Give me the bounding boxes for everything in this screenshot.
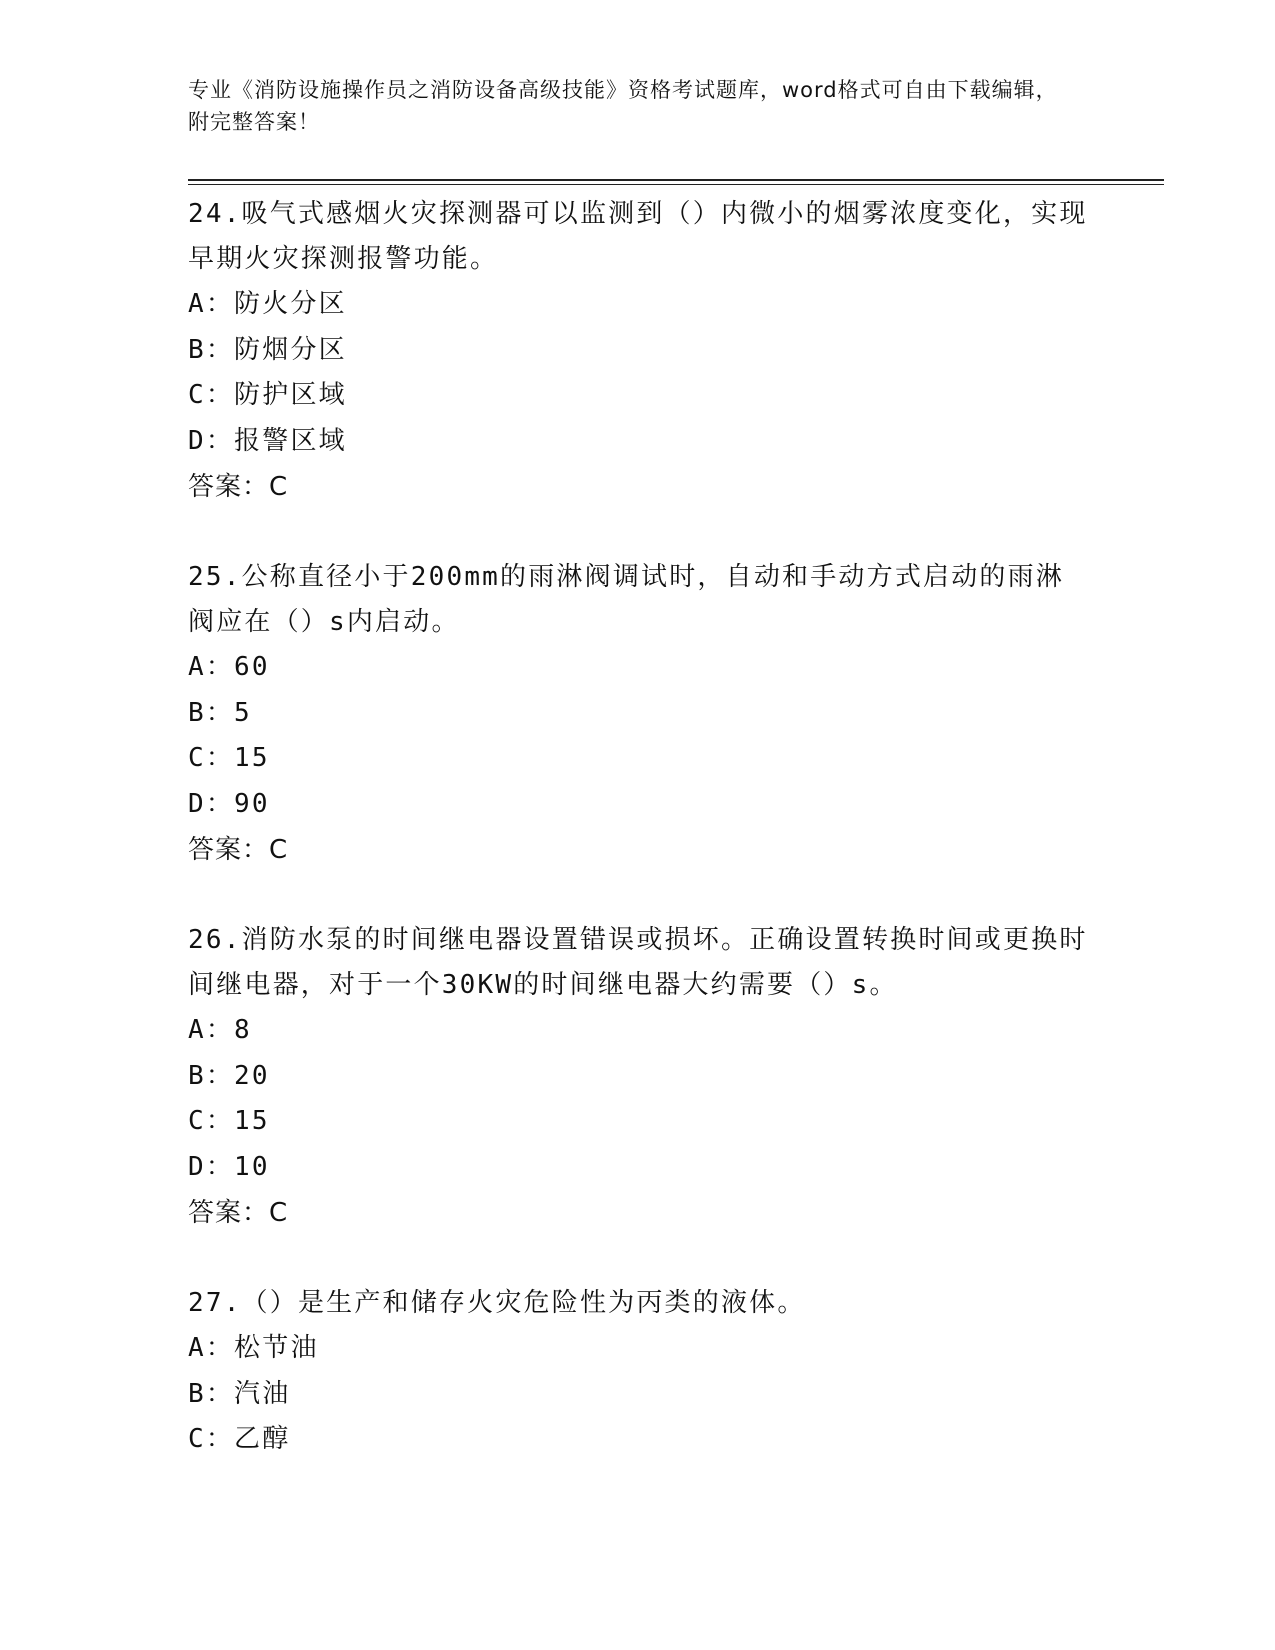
- option-a: A：松节油: [188, 1333, 319, 1363]
- option-b: B：汽油: [188, 1378, 291, 1409]
- option-c: C：15: [188, 743, 270, 773]
- option-a: A：60: [188, 652, 270, 682]
- question-25: [188, 555, 1088, 873]
- option-c: C：乙醇: [188, 1424, 291, 1454]
- option-c: C：15: [188, 1106, 270, 1136]
- option-a: A：8: [188, 1015, 252, 1045]
- option-d: D：90: [188, 788, 270, 819]
- question-26: [188, 918, 1088, 1236]
- header-divider-thick: [188, 179, 1164, 181]
- question-stem: 27.（）是生产和储存火灾危险性为丙类的液体。: [188, 1288, 806, 1318]
- option-d: D：10: [188, 1151, 270, 1182]
- header-divider-thin: [188, 184, 1164, 185]
- document-header: 专业《消防设施操作员之消防设备高级技能》资格考试题库，word格式可自由下载编辑，附完整答案！: [188, 78, 1058, 134]
- question-stem: 26.消防水泵的时间继电器设置错误或损坏。正确设置转换时间或更换时间继电器，对于一个30KW的时间继电器大约需要（）s。: [188, 925, 1088, 1000]
- option-d: D：报警区域: [188, 425, 347, 456]
- answer-line: 答案：C: [188, 472, 289, 502]
- option-a: A：防火分区: [188, 289, 347, 319]
- answer-line: 答案：C: [188, 1198, 289, 1228]
- question-27: [188, 1281, 1088, 1463]
- question-24: [188, 192, 1088, 510]
- question-list: [188, 192, 1088, 1508]
- option-b: B：5: [188, 697, 252, 728]
- answer-line: 答案：C: [188, 835, 289, 865]
- question-stem: 24.吸气式感烟火灾探测器可以监测到（）内微小的烟雾浓度变化，实现早期火灾探测报警功能。: [188, 199, 1088, 274]
- option-b: B：20: [188, 1060, 270, 1091]
- question-stem: 25.公称直径小于200mm的雨淋阀调试时，自动和手动方式启动的雨淋阀应在（）s内启动。: [188, 562, 1065, 637]
- option-c: C：防护区域: [188, 380, 347, 410]
- option-b: B：防烟分区: [188, 334, 347, 365]
